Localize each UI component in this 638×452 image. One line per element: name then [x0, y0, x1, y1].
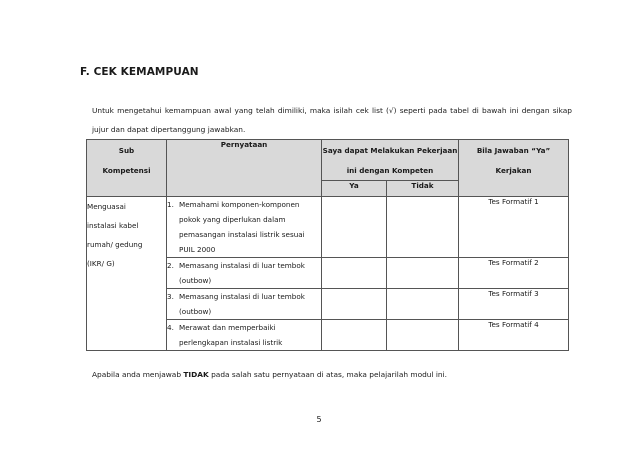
- statement-line: (outbow): [179, 276, 212, 285]
- statement-line: Memasang instalasi di luar tembok: [179, 292, 305, 301]
- footer-text-after: pada salah satu pernyataan di atas, maka pelajarilah modul ini.: [208, 370, 448, 379]
- competency-line: Menguasai: [87, 202, 126, 211]
- section-heading: F. CEK KEMAMPUAN: [80, 66, 199, 78]
- tidak-checkbox-cell[interactable]: [387, 258, 459, 289]
- header-sub-line2: Kompetensi: [102, 166, 151, 175]
- header-sub-kompetensi: [87, 140, 167, 197]
- competency-cell: [87, 197, 167, 351]
- header-tidak: Tidak: [387, 181, 459, 197]
- competency-line: (IKR/ G): [87, 259, 115, 268]
- result-cell: Tes Formatif 1: [459, 197, 569, 258]
- header-bila-line2: Kerjakan: [495, 166, 532, 175]
- statement-line: perlengkapan instalasi listrik: [179, 338, 283, 347]
- header-ya: Ya: [322, 181, 387, 197]
- statement-line: PUIL 2000: [179, 245, 216, 254]
- ya-checkbox-cell[interactable]: [322, 320, 387, 351]
- footer-emphasis: TIDAK: [183, 370, 209, 379]
- ya-checkbox-cell[interactable]: [322, 258, 387, 289]
- statement-cell: [167, 320, 322, 351]
- statement-number: 3.: [167, 292, 174, 301]
- header-pernyataan: Pernyataan: [167, 140, 322, 197]
- ya-checkbox-cell[interactable]: [322, 289, 387, 320]
- footer-text-before: Apabila anda menjawab: [92, 370, 184, 379]
- intro-paragraph: Untuk mengetahui kemampuan awal yang telah dimiliki, maka isilah cek list (√) seperti pada tabel di bawah ini dengan sikap jujur dan dapat dipertanggung jawabkan.: [92, 106, 572, 134]
- statement-line: pemasangan instalasi listrik sesuai: [179, 230, 305, 239]
- result-cell: Tes Formatif 4: [459, 320, 569, 351]
- footer-note: [92, 370, 447, 379]
- tidak-checkbox-cell[interactable]: [387, 197, 459, 258]
- tidak-checkbox-cell[interactable]: [387, 289, 459, 320]
- statement-line: Memasang instalasi di luar tembok: [179, 261, 305, 270]
- tidak-checkbox-cell[interactable]: [387, 320, 459, 351]
- statement-cell: [167, 197, 322, 258]
- header-bila-jawaban: [459, 140, 569, 197]
- competency-line: instalasi kabel: [87, 221, 139, 230]
- header-saya-dapat: [322, 140, 459, 181]
- page-number: 5: [316, 415, 322, 424]
- statement-line: pokok yang diperlukan dalam: [179, 215, 286, 224]
- result-cell: Tes Formatif 2: [459, 258, 569, 289]
- statement-line: Merawat dan memperbaiki: [179, 323, 276, 332]
- header-sub-line1: Sub: [118, 146, 135, 155]
- header-bila-line1: Bila Jawaban “Ya”: [476, 146, 551, 155]
- statement-line: Memahami komponen-komponen: [179, 200, 300, 209]
- statement-cell: [167, 289, 322, 320]
- statement-line: (outbow): [179, 307, 212, 316]
- ya-checkbox-cell[interactable]: [322, 197, 387, 258]
- statement-number: 1.: [167, 200, 174, 209]
- statement-cell: [167, 258, 322, 289]
- competency-line: rumah/ gedung: [87, 240, 143, 249]
- result-cell: Tes Formatif 3: [459, 289, 569, 320]
- statement-number: 2.: [167, 261, 174, 270]
- header-saya-line2: ini dengan Kompeten: [346, 166, 434, 175]
- competency-check-table: [86, 139, 569, 351]
- header-saya-line1: Saya dapat Melakukan Pekerjaan: [322, 146, 458, 155]
- statement-number: 4.: [167, 323, 174, 332]
- table-row: [87, 197, 569, 258]
